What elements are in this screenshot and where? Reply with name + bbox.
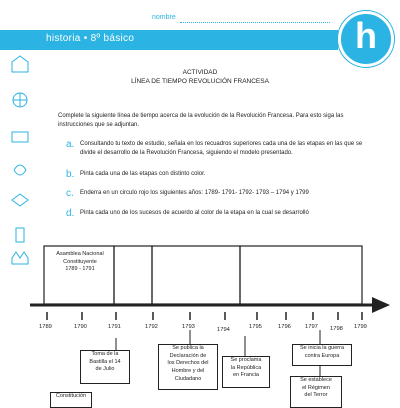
year-label: 1799 bbox=[354, 324, 367, 330]
stage-box-2[interactable] bbox=[114, 246, 152, 304]
event-line: Declaración de bbox=[169, 352, 207, 359]
year-label: 1793 bbox=[182, 324, 195, 330]
curso-label: curso bbox=[152, 38, 170, 45]
stage-label bbox=[46, 251, 114, 274]
year-label: 1792 bbox=[145, 324, 158, 330]
event-line: del Terror bbox=[304, 392, 328, 399]
instruction-text: Consultando tu texto de estudio, señala en los recuadros superiores cada una de las etapas en las que se divide el desarrollo de la Revolución Francesa, siguiendo el modelo presentado. bbox=[80, 141, 363, 156]
event-line: Bastilla el 14 bbox=[89, 358, 121, 365]
instruction-letter: d. bbox=[66, 208, 75, 219]
event-line: el Régimen bbox=[302, 384, 330, 391]
year-label: 1790 bbox=[74, 324, 87, 330]
nombre-label: nombre bbox=[152, 14, 176, 21]
instruction-text: Enderra en un circulo rojo los siguientes años: 1789- 1791- 1792- 1793 – 1794 y 1799 bbox=[80, 190, 309, 196]
timeline-arrow-icon bbox=[372, 297, 390, 313]
instruction-letter: b. bbox=[66, 169, 75, 180]
year-label: 1796 bbox=[278, 324, 291, 330]
event-box-bastilla[interactable] bbox=[80, 350, 130, 384]
subject-label: historia • 8º básico bbox=[46, 33, 135, 44]
event-box-republica[interactable] bbox=[222, 356, 270, 388]
event-line: Toma de la bbox=[91, 351, 119, 357]
event-line: Se inicia la guerra bbox=[299, 345, 345, 351]
year-label: 1794 bbox=[217, 327, 230, 333]
event-line: Constitución bbox=[55, 393, 87, 399]
event-box-constitucion[interactable] bbox=[50, 392, 92, 408]
instruction-letter: c. bbox=[66, 188, 74, 199]
event-line: contra Europa bbox=[304, 352, 340, 359]
event-line: de Julio bbox=[95, 366, 115, 373]
event-box-terror[interactable] bbox=[290, 376, 342, 408]
stage-label-line: Constituyente bbox=[63, 258, 97, 265]
stage-box-3[interactable] bbox=[152, 246, 240, 304]
year-label: 1791 bbox=[108, 324, 121, 330]
year-label: 1789 bbox=[39, 324, 52, 330]
event-line: la República bbox=[230, 364, 262, 371]
event-connectors bbox=[116, 330, 320, 376]
instruction-letter: a. bbox=[66, 139, 75, 150]
year-label: 1795 bbox=[249, 324, 262, 330]
event-line: los Derechos del bbox=[167, 360, 209, 367]
instruction-text: Pinta cada una de las etapas con distinto color. bbox=[80, 171, 206, 177]
logo-letter: h bbox=[355, 15, 377, 56]
stage-box-4[interactable] bbox=[240, 246, 362, 304]
year-label: 1797 bbox=[305, 324, 318, 330]
year-label: 1798 bbox=[330, 326, 343, 332]
fecha-label: fecha bbox=[214, 38, 232, 45]
stage-label-line: 1789 - 1791 bbox=[65, 266, 95, 273]
stage-label-line: Asamblea Nacional bbox=[56, 251, 104, 257]
intro-paragraph: Complete la siguiente línea de tiempo acerca de la evolución de la Revolución Francesa. Para esto siga las instrucciones que se adjuntan. bbox=[58, 113, 344, 128]
event-line: Se publica la bbox=[172, 345, 204, 351]
event-line: Hombre y del bbox=[171, 368, 205, 375]
timeline-ticks bbox=[47, 312, 362, 320]
activity-title: ACTIVIDAD bbox=[182, 69, 218, 76]
event-line: Se proclama bbox=[230, 357, 262, 363]
event-box-declaracion[interactable] bbox=[158, 344, 218, 390]
event-line: Ciudadano bbox=[174, 375, 202, 382]
activity-subtitle: LÍNEA DE TIEMPO REVOLUCIÓN FRANCESA bbox=[131, 78, 269, 85]
event-box-guerra[interactable] bbox=[292, 344, 352, 366]
instruction-text: Pinta cada uno de los sucesos de acuerdo al color de la etapa en la cual se desarrolló bbox=[80, 210, 309, 216]
event-line: en Francia bbox=[233, 372, 259, 379]
event-line: Se establece bbox=[300, 377, 332, 383]
